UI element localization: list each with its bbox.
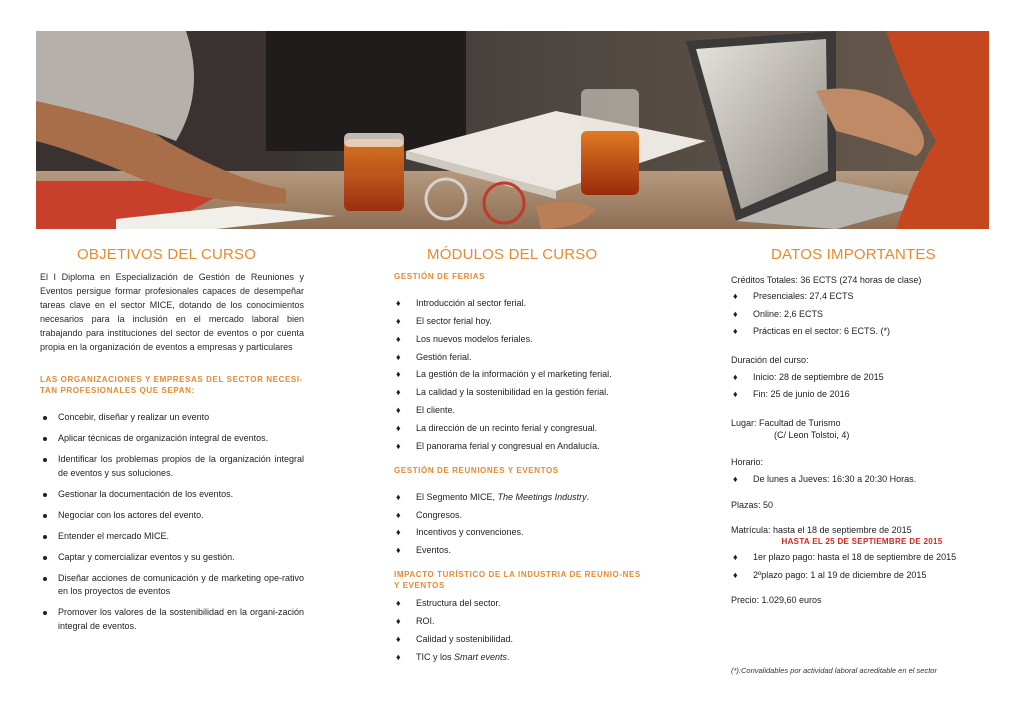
diamond-bullet-icon: ♦ <box>396 633 401 644</box>
list-item: ♦ Gestión ferial. <box>396 351 472 362</box>
diamond-bullet-icon: ♦ <box>396 333 401 344</box>
diamond-bullet-icon: ♦ <box>396 440 401 451</box>
horario-text: Horario: <box>731 456 764 467</box>
list-item: ♦ La gestión de la información y el marketing ferial. <box>396 369 612 380</box>
objetivos-list <box>40 411 304 633</box>
list-item: ♦ Congresos. <box>396 509 463 520</box>
module-heading-impacto: IMPACTO TURÍSTICO DE LA INDUSTRIA DE REUNIO-NES Y EVENTOS <box>394 570 641 591</box>
list-item: Identificar los problemas propios de la organización integral de eventos y sus soluciones. <box>40 453 304 480</box>
horario-list <box>731 473 993 485</box>
diamond-bullet-icon: ♦ <box>733 308 738 319</box>
list-item: ♦ La calidad y la sostenibilidad en la gestión ferial. <box>396 387 609 398</box>
list-item: ♦ Estructura del sector. <box>396 598 501 609</box>
creditos-text: Créditos Totales: 36 ECTS (274 horas de clase) <box>731 275 922 285</box>
list-item: Concebir, diseñar y realizar un evento <box>40 411 304 425</box>
list-item: Promover los valores de la sostenibilidad en la organi-zación integral de eventos. <box>40 606 304 633</box>
list-item: Gestionar la documentación de los eventos. <box>40 488 304 502</box>
list-item: Entender el mercado MICE. <box>40 530 304 544</box>
list-item: ♦ Incentivos y convenciones. <box>396 527 524 538</box>
list-item: ♦ El panorama ferial y congresual en Andalucía. <box>396 440 600 451</box>
list-item: Negociar con los actores del evento. <box>40 509 304 523</box>
hero-photo <box>36 31 989 229</box>
list-item: ♦ El Segmento MICE, The Meetings Industry. <box>396 491 590 502</box>
matricula-text: Matrícula: hasta el 18 de septiembre de 2015 <box>731 525 912 535</box>
list-item: ♦ TIC y los Smart events. <box>396 651 510 662</box>
footnote: (*):Convalidables por actividad laboral acreditable en el sector <box>731 666 937 675</box>
duracion-text: Duración del curso: <box>731 354 809 365</box>
pago-list <box>731 551 993 581</box>
diamond-bullet-icon: ♦ <box>733 569 738 580</box>
list-item: ♦ El cliente. <box>396 405 456 416</box>
datos-title: DATOS IMPORTANTES <box>771 246 936 263</box>
list-item: ♦ De lunes a Jueves: 16:30 a 20:30 Horas. <box>733 473 917 484</box>
list-item: ♦ Presenciales: 27,4 ECTS <box>733 291 854 301</box>
diamond-bullet-icon: ♦ <box>396 651 401 662</box>
list-item: ♦ Eventos. <box>396 545 452 556</box>
creditos-list <box>731 290 993 337</box>
module-heading-ferias: GESTIÓN DE FERIAS <box>394 272 486 281</box>
diamond-bullet-icon: ♦ <box>396 616 401 627</box>
diamond-bullet-icon: ♦ <box>396 405 401 416</box>
diamond-bullet-icon: ♦ <box>396 545 401 556</box>
list-item: ♦ Online: 2,6 ECTS <box>733 308 824 319</box>
diamond-bullet-icon: ♦ <box>396 298 401 308</box>
module-heading-reuniones: GESTIÓN DE REUNIONES Y EVENTOS <box>394 465 559 475</box>
diamond-bullet-icon: ♦ <box>396 422 401 433</box>
objetivos-section <box>40 246 304 641</box>
list-item: ♦ 1er plazo pago: hasta el 18 de septiembre de 2015 <box>733 552 957 562</box>
list-item: ♦ La dirección de un recinto ferial y congresual. <box>396 422 598 433</box>
list-item: ♦ El sector ferial hoy. <box>396 315 492 326</box>
lugar-address: (C/ Leon Tolstoi, 4) <box>774 429 850 440</box>
objetivos-intro: El I Diploma en Especialización de Gestión de Reuniones y Eventos persigue formar profesionales capaces de desempeñar tareas clave en el sector MICE, dotando de los conocimientos necesarios para la inclusión en el mercado laboral bien trabajando para instituciones del sector de eventos o por cuenta propia en la organización de eventos a empresas y particulares <box>40 272 304 352</box>
precio-text: Precio: 1.029,60 euros <box>731 595 822 605</box>
list-item: ♦ Inicio: 28 de septiembre de 2015 <box>733 371 884 382</box>
diamond-bullet-icon: ♦ <box>733 371 738 382</box>
matricula-extension: HASTA EL 25 DE SEPTIEMBRE DE 2015 <box>781 537 943 546</box>
diamond-bullet-icon: ♦ <box>733 473 738 484</box>
diamond-bullet-icon: ♦ <box>396 369 401 380</box>
list-item: ♦ 2ºplazo pago: 1 al 19 de diciembre de 2015 <box>733 569 927 580</box>
list-item: Captar y comercializar eventos y su gestión. <box>40 551 304 565</box>
duracion-list <box>731 371 993 401</box>
lugar-text: Lugar: Facultad de Turismo <box>731 417 841 428</box>
list-item: ♦ Los nuevos modelos feriales. <box>396 333 533 344</box>
list-item: ♦ ROI. <box>396 616 435 627</box>
list-item: ♦ Introducción al sector ferial. <box>396 298 527 308</box>
diamond-bullet-icon: ♦ <box>396 491 401 502</box>
module-list-reuniones <box>394 491 642 557</box>
list-item: ♦ Calidad y sostenibilidad. <box>396 633 514 644</box>
diamond-bullet-icon: ♦ <box>396 351 401 362</box>
list-item: ♦ Fin: 25 de junio de 2016 <box>733 389 850 399</box>
plazas-text: Plazas: 50 <box>731 500 774 510</box>
datos-section <box>731 246 993 606</box>
module-list-impacto <box>394 597 642 663</box>
diamond-bullet-icon: ♦ <box>396 315 401 326</box>
diamond-bullet-icon: ♦ <box>396 509 401 520</box>
diamond-bullet-icon: ♦ <box>733 389 738 399</box>
diamond-bullet-icon: ♦ <box>733 326 738 336</box>
modulos-section <box>394 246 642 669</box>
list-item: Aplicar técnicas de organización integral de eventos. <box>40 432 304 446</box>
modulos-title: MÓDULOS DEL CURSO <box>427 246 598 263</box>
diamond-bullet-icon: ♦ <box>733 291 738 301</box>
objetivos-title: OBJETIVOS DEL CURSO <box>77 246 257 263</box>
diamond-bullet-icon: ♦ <box>396 598 401 609</box>
list-item: Diseñar acciones de comunicación y de marketing ope-rativo en los proyectos de eventos <box>40 572 304 599</box>
list-item: ♦ Prácticas en el sector: 6 ECTS. (*) <box>733 326 891 336</box>
diamond-bullet-icon: ♦ <box>733 552 738 562</box>
objetivos-subhead: LAS ORGANIZACIONES Y EMPRESAS DEL SECTOR NECESI-TAN PROFESIONALES QUE SEPAN: <box>40 375 303 395</box>
module-list-ferias <box>394 297 642 452</box>
diamond-bullet-icon: ♦ <box>396 387 401 398</box>
diamond-bullet-icon: ♦ <box>396 527 401 538</box>
